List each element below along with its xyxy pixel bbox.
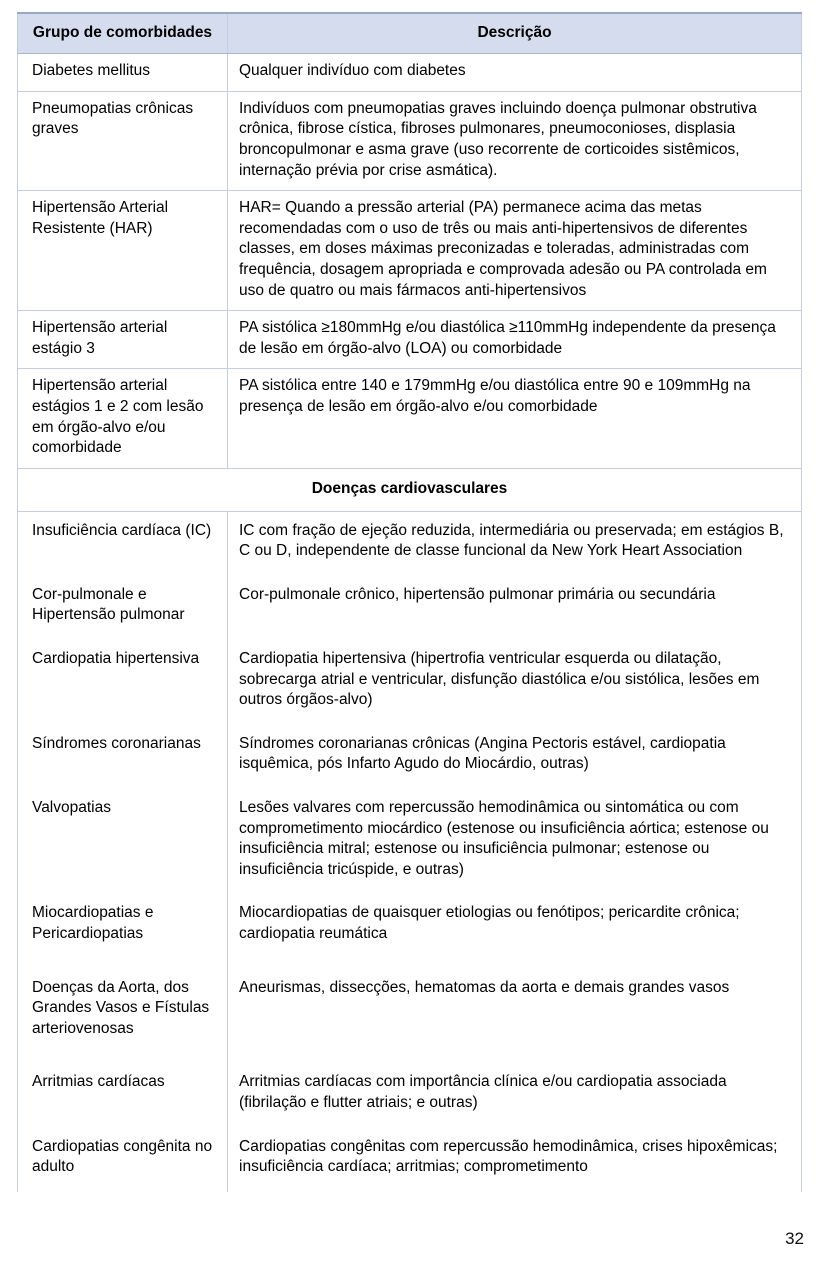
table-row: [18, 369, 802, 468]
cell-description: Síndromes coronarianas crônicas (Angina Pectoris estável, cardiopatia isquêmica, pós Infarto Agudo do Miocárdio, outras): [228, 725, 802, 789]
cell-description: Aneurismas, dissecções, hematomas da aorta e demais grandes vasos: [228, 969, 802, 1064]
cell-group: Hipertensão arterial estágio 3: [18, 311, 228, 369]
cell-group: Hipertensão arterial estágios 1 e 2 com lesão em órgão-alvo e/ou comorbidade: [18, 369, 228, 468]
cell-description: HAR= Quando a pressão arterial (PA) permanece acima das metas recomendadas com o uso de três ou mais anti-hipertensivos de diferentes classes, em doses máximas preconizadas e toleradas, administradas com frequência, dosagem apropriada e comprovada adesão ou PA controlada em uso de quatro ou mais fármacos anti-hipertensivos: [228, 191, 802, 311]
comorbidities-table: [17, 12, 802, 1192]
column-header-group: Grupo de comorbidades: [18, 13, 228, 54]
cell-group: Diabetes mellitus: [18, 54, 228, 92]
table-row: [18, 91, 802, 190]
table-row: [18, 789, 802, 894]
table-row: [18, 1128, 802, 1192]
table-row: [18, 894, 802, 968]
table-row: [18, 311, 802, 369]
cell-description: Cor-pulmonale crônico, hipertensão pulmonar primária ou secundária: [228, 576, 802, 640]
comorbidities-table-container: [17, 12, 801, 1192]
table-row: [18, 640, 802, 725]
cell-description: Lesões valvares com repercussão hemodinâmica ou sintomática ou com comprometimento miocárdico (estenose ou insuficiência aórtica; estenose ou insuficiência mitral; estenose ou insuficiência pulmonar; estenose ou insuficiência tricúspide, e outras): [228, 789, 802, 894]
cell-group: Cardiopatias congênita no adulto: [18, 1128, 228, 1192]
table-row: [18, 191, 802, 311]
cell-description: Miocardiopatias de quaisquer etiologias ou fenótipos; pericardite crônica; cardiopatia reumática: [228, 894, 802, 968]
cell-description: Arritmias cardíacas com importância clínica e/ou cardiopatia associada (fibrilação e flutter atriais; e outras): [228, 1063, 802, 1127]
cell-description: PA sistólica ≥180mmHg e/ou diastólica ≥110mmHg independente da presença de lesão em órgão-alvo (LOA) ou comorbidade: [228, 311, 802, 369]
table-row: [18, 576, 802, 640]
cell-description: PA sistólica entre 140 e 179mmHg e/ou diastólica entre 90 e 109mmHg na presença de lesão em órgão-alvo e/ou comorbidade: [228, 369, 802, 468]
cell-description: IC com fração de ejeção reduzida, intermediária ou preservada; em estágios B, C ou D, independente de classe funcional da New York Heart Association: [228, 511, 802, 576]
header-row: [18, 13, 802, 54]
table-body: [18, 54, 802, 1192]
cell-description: Qualquer indivíduo com diabetes: [228, 54, 802, 92]
cell-group: Síndromes coronarianas: [18, 725, 228, 789]
cell-group: Pneumopatias crônicas graves: [18, 91, 228, 190]
cell-group: Hipertensão Arterial Resistente (HAR): [18, 191, 228, 311]
cell-group: Insuficiência cardíaca (IC): [18, 511, 228, 576]
cell-group: Miocardiopatias e Pericardiopatias: [18, 894, 228, 968]
cell-description: Indivíduos com pneumopatias graves incluindo doença pulmonar obstrutiva crônica, fibrose cística, fibroses pulmonares, pneumoconioses, displasia broncopulmonar e asma grave (uso recorrente de corticoides sistêmicos, internação prévia por crise asmática).: [228, 91, 802, 190]
table-header: [18, 13, 802, 54]
section-header-row: [18, 468, 802, 511]
cell-group: Doenças da Aorta, dos Grandes Vasos e Fístulas arteriovenosas: [18, 969, 228, 1064]
section-header-label: Doenças cardiovasculares: [18, 468, 802, 511]
table-row: [18, 511, 802, 576]
cell-group: Valvopatias: [18, 789, 228, 894]
table-row: [18, 725, 802, 789]
table-row: [18, 1063, 802, 1127]
cell-description: Cardiopatias congênitas com repercussão hemodinâmica, crises hipoxêmicas; insuficiência cardíaca; arritmias; comprometimento: [228, 1128, 802, 1192]
column-header-description: Descrição: [228, 13, 802, 54]
cell-group: Cor-pulmonale e Hipertensão pulmonar: [18, 576, 228, 640]
page-number: 32: [785, 1229, 804, 1248]
cell-group: Arritmias cardíacas: [18, 1063, 228, 1127]
table-row: [18, 54, 802, 92]
cell-group: Cardiopatia hipertensiva: [18, 640, 228, 725]
cell-description: Cardiopatia hipertensiva (hipertrofia ventricular esquerda ou dilatação, sobrecarga atrial e ventricular, disfunção diastólica e/ou sistólica, lesões em outros órgãos-alvo): [228, 640, 802, 725]
table-row: [18, 969, 802, 1064]
